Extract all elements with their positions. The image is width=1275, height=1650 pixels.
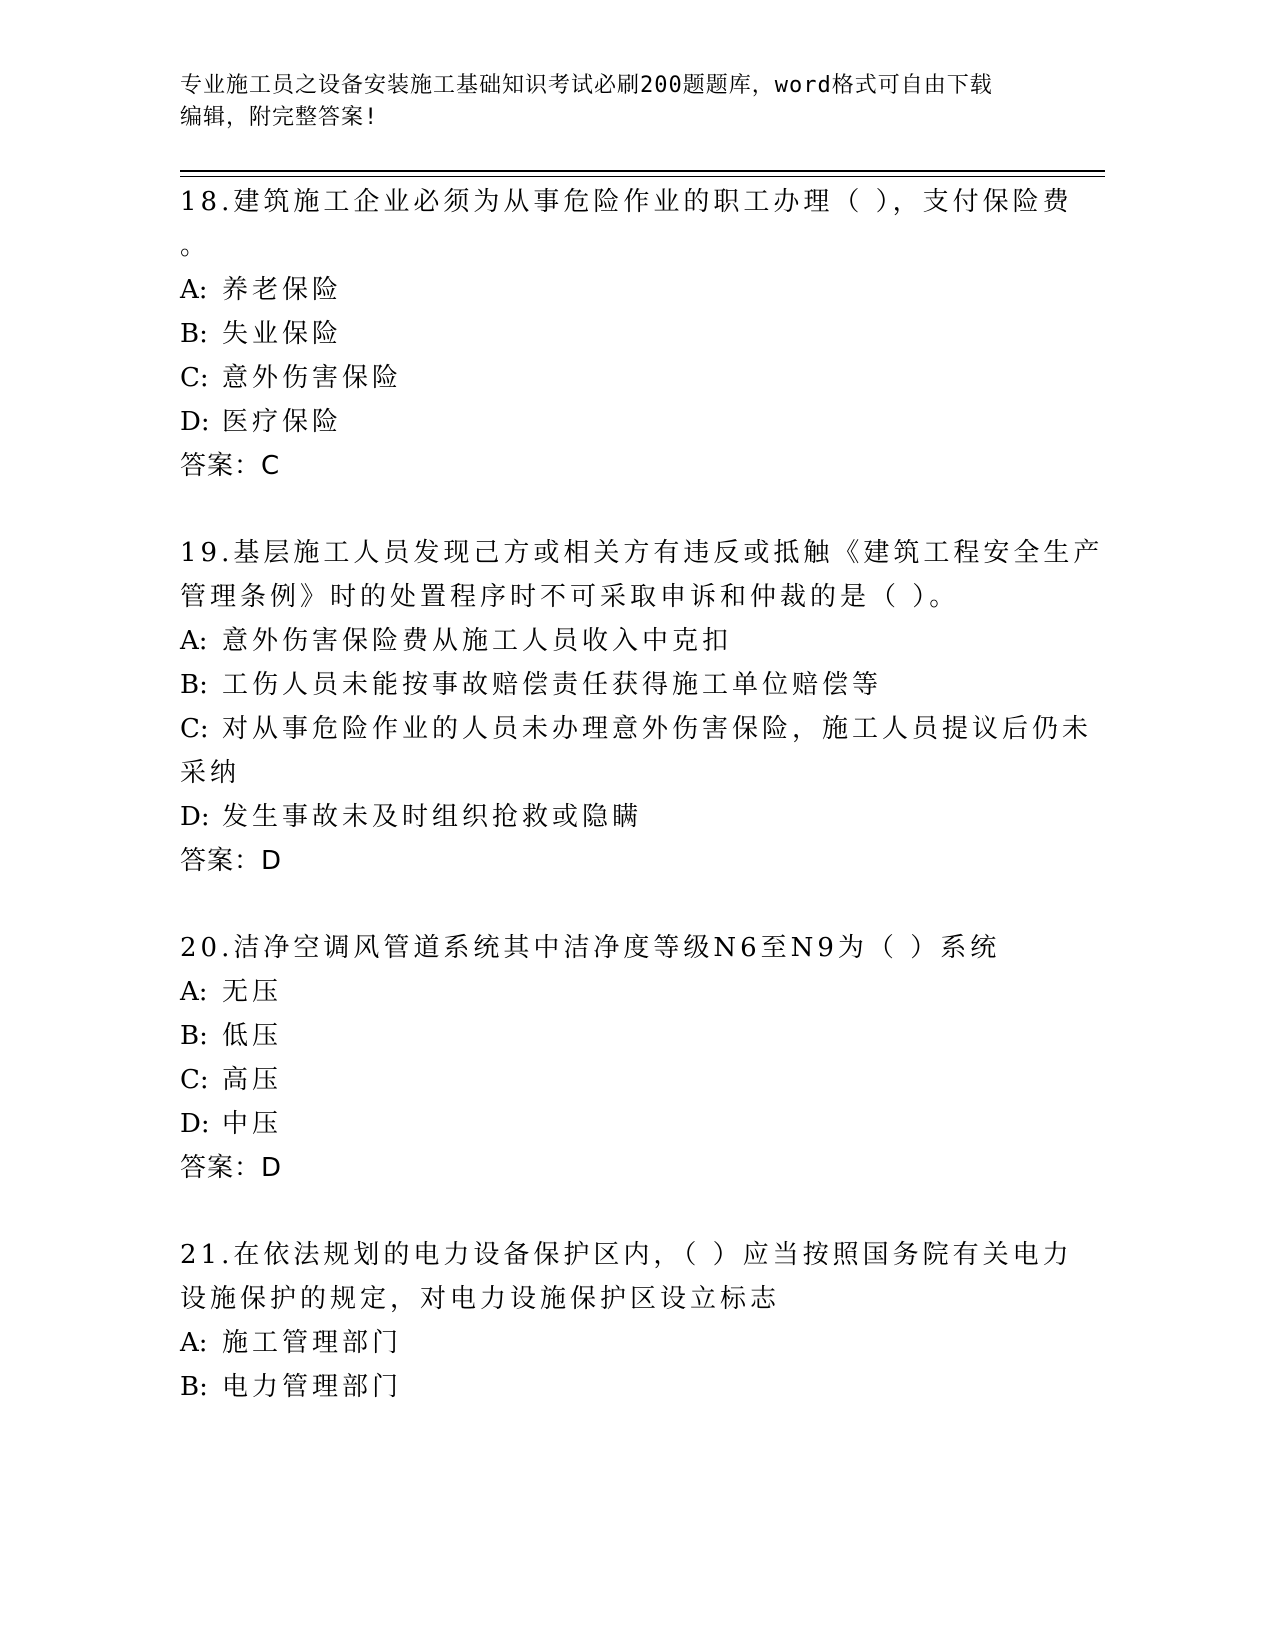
option-c bbox=[180, 707, 1093, 751]
question-text-line: 设施保护的规定，对电力设施保护区设立标志 bbox=[180, 1284, 781, 1314]
option-letter: A: bbox=[180, 626, 208, 656]
option-text: 高压 bbox=[222, 1065, 283, 1095]
option-c-continuation: 采纳 bbox=[180, 758, 241, 788]
option-c bbox=[180, 356, 1060, 400]
option-letter: B: bbox=[180, 670, 208, 700]
option-d bbox=[180, 1102, 1060, 1146]
question-18 bbox=[180, 180, 1073, 488]
option-text: 工伤人员未能按事故赔偿责任获得施工单位赔偿等 bbox=[222, 670, 883, 700]
question-19 bbox=[180, 531, 1104, 883]
option-letter: D: bbox=[180, 1109, 210, 1139]
question-text-line: 18.建筑施工企业必须为从事危险作业的职工办理（ ），支付保险费 bbox=[180, 187, 1073, 217]
option-letter: C: bbox=[180, 1065, 209, 1095]
header-title-line-1: 专业施工员之设备安装施工基础知识考试必刷200题题库，word格式可自由下载 bbox=[180, 73, 993, 98]
option-text: 养老保险 bbox=[222, 275, 343, 305]
option-letter: A: bbox=[180, 275, 208, 305]
option-a bbox=[180, 970, 1060, 1014]
header-title-line-2: 编辑，附完整答案! bbox=[180, 105, 379, 130]
option-text: 低压 bbox=[222, 1021, 283, 1051]
option-text: 施工管理部门 bbox=[222, 1328, 403, 1358]
option-b bbox=[180, 663, 1060, 707]
question-spacer bbox=[180, 1190, 1060, 1233]
option-d bbox=[180, 400, 1060, 444]
option-letter: D: bbox=[180, 802, 210, 832]
question-text-line: 19.基层施工人员发现己方或相关方有违反或抵触《建筑工程安全生产 bbox=[180, 538, 1104, 568]
question-list bbox=[180, 180, 1104, 1409]
option-text: 医疗保险 bbox=[222, 407, 343, 437]
option-c bbox=[180, 1058, 1060, 1102]
option-letter: C: bbox=[180, 363, 209, 393]
question-21 bbox=[180, 1233, 1073, 1409]
answer-label: 答案：D bbox=[180, 1153, 283, 1183]
option-letter: B: bbox=[180, 1372, 208, 1402]
option-text: 失业保险 bbox=[222, 319, 343, 349]
option-a bbox=[180, 619, 1060, 663]
option-letter: C: bbox=[180, 714, 209, 744]
option-b bbox=[180, 1014, 1060, 1058]
option-text: 发生事故未及时组织抢救或隐瞒 bbox=[222, 802, 643, 832]
option-letter: A: bbox=[180, 977, 208, 1007]
question-text-line: 21.在依法规划的电力设备保护区内，（ ）应当按照国务院有关电力 bbox=[180, 1240, 1073, 1270]
option-letter: B: bbox=[180, 319, 208, 349]
option-text: 无压 bbox=[222, 977, 283, 1007]
question-spacer bbox=[180, 883, 1060, 926]
option-letter: B: bbox=[180, 1021, 208, 1051]
header-divider-thick bbox=[180, 170, 1105, 172]
option-text: 电力管理部门 bbox=[222, 1372, 403, 1402]
option-letter: A: bbox=[180, 1328, 208, 1358]
document-header bbox=[180, 70, 1040, 134]
question-20 bbox=[180, 926, 1060, 1190]
answer-label: 答案：D bbox=[180, 846, 283, 876]
question-text-line: 管理条例》时的处置程序时不可采取申诉和仲裁的是（ ）。 bbox=[180, 582, 960, 612]
option-text: 中压 bbox=[222, 1109, 283, 1139]
option-letter: D: bbox=[180, 407, 210, 437]
option-b bbox=[180, 312, 1060, 356]
option-a bbox=[180, 268, 1060, 312]
question-text-line: 。 bbox=[180, 231, 211, 261]
question-spacer bbox=[180, 488, 1060, 531]
option-a bbox=[180, 1321, 1060, 1365]
option-text: 意外伤害保险 bbox=[222, 363, 403, 393]
question-text-line: 20.洁净空调风管道系统其中洁净度等级N6至N9为（ ）系统 bbox=[180, 933, 1001, 963]
option-text: 对从事危险作业的人员未办理意外伤害保险，施工人员提议后仍未 bbox=[222, 714, 1093, 744]
option-b bbox=[180, 1365, 1060, 1409]
option-text: 意外伤害保险费从施工人员收入中克扣 bbox=[222, 626, 733, 656]
answer-label: 答案：C bbox=[180, 451, 281, 481]
header-divider-thin bbox=[180, 176, 1105, 177]
option-d bbox=[180, 795, 1060, 839]
